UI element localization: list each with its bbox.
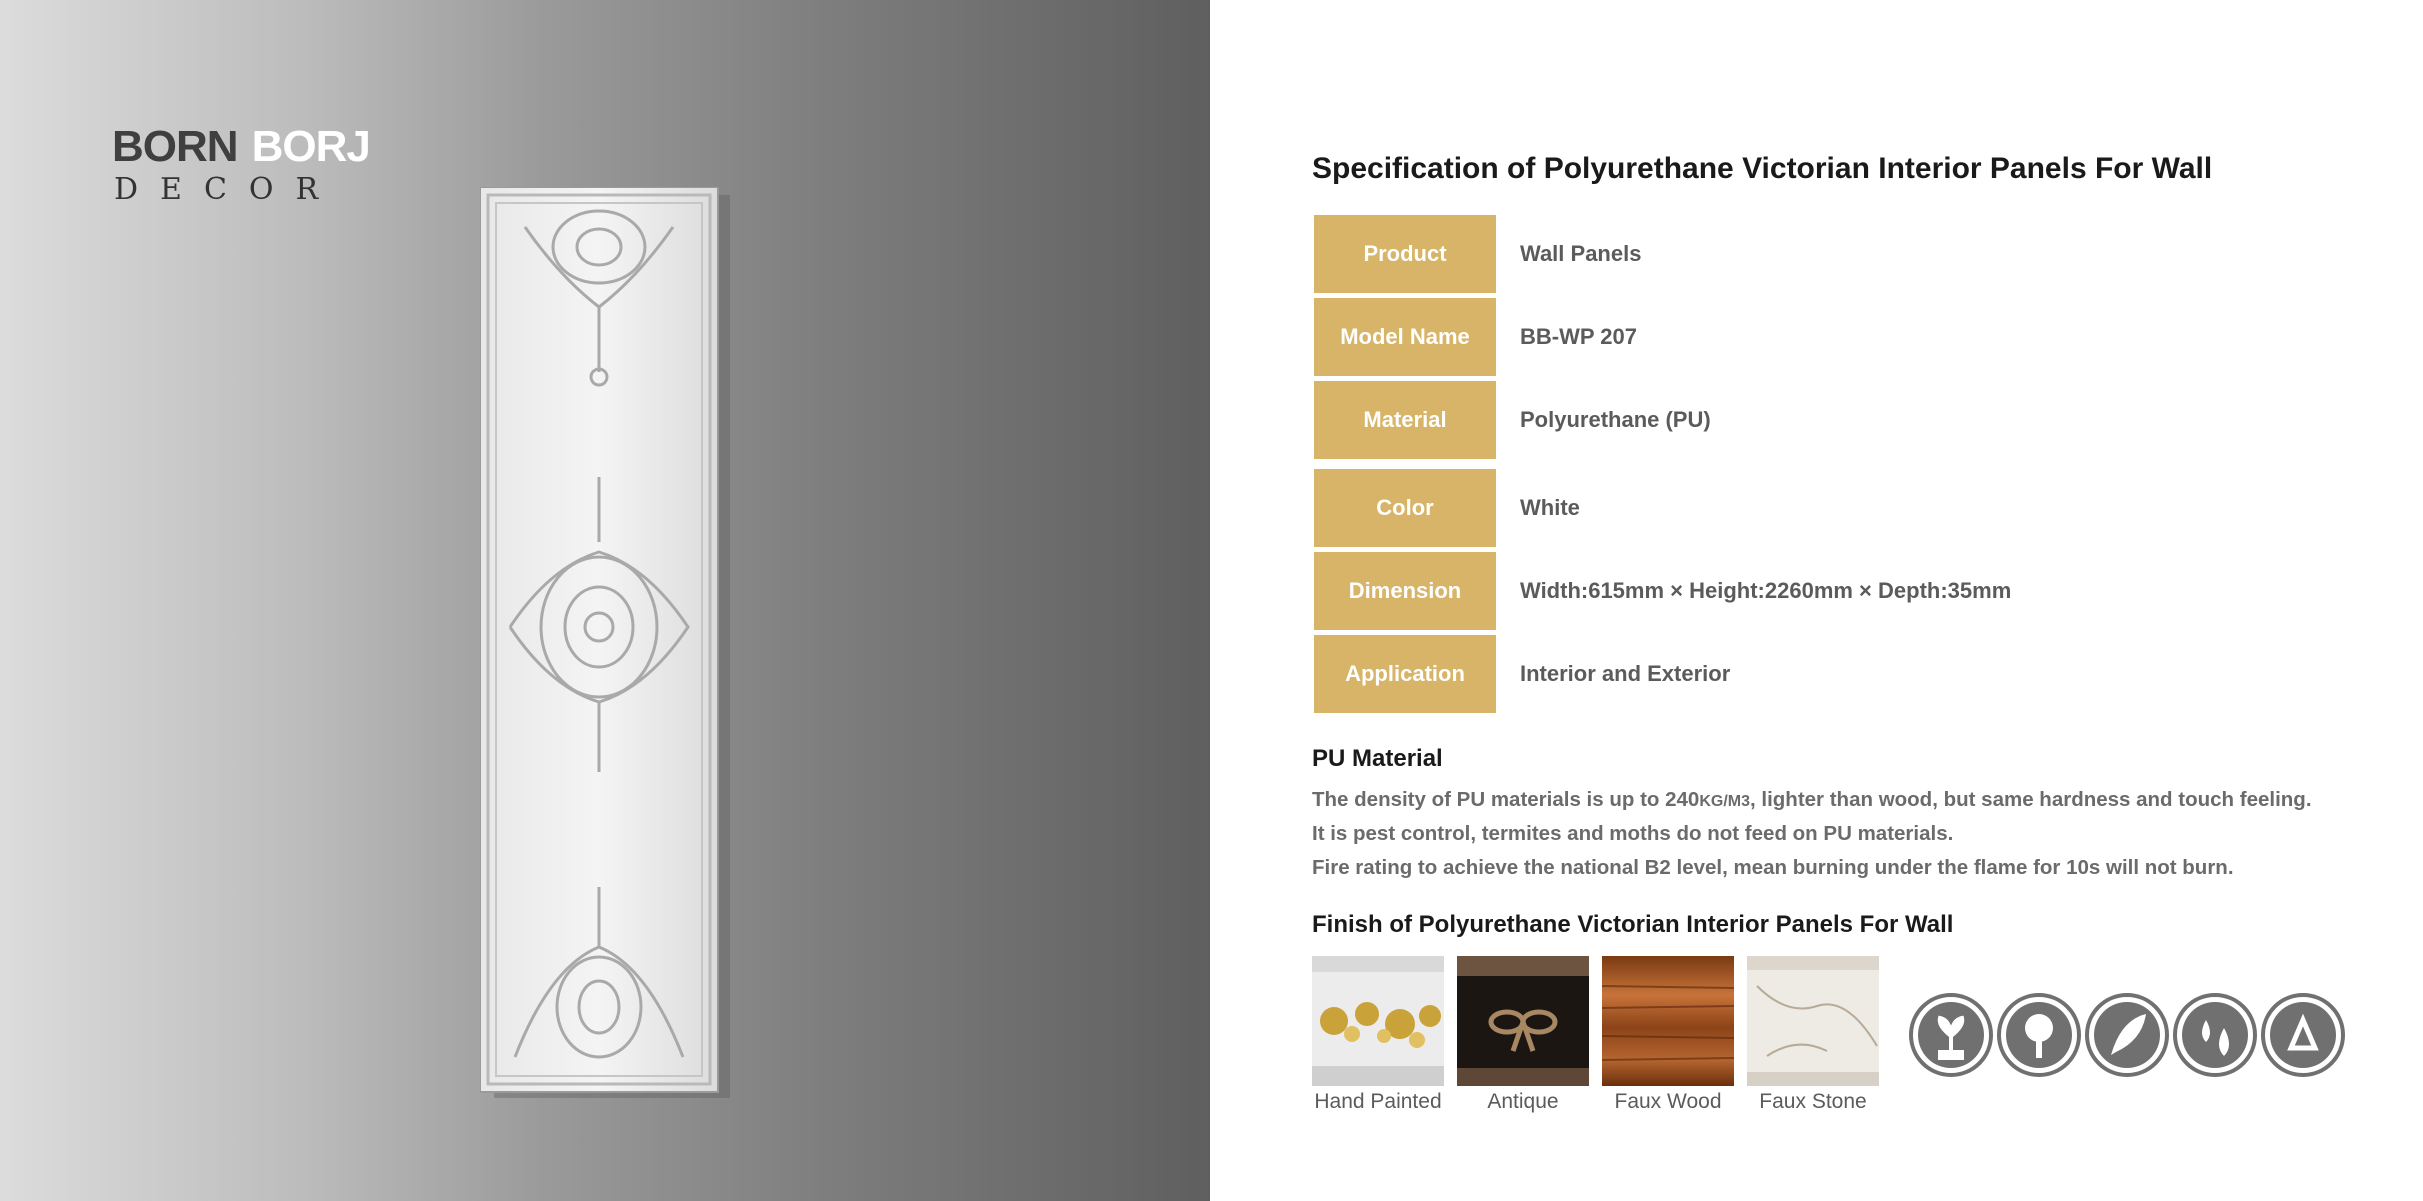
spec-row-material: [1312, 379, 2412, 461]
cfc-free-icon: [1999, 995, 2079, 1075]
logo-word-born: BORN: [112, 122, 238, 171]
spec-row-color: [1312, 467, 2412, 549]
antique-swatch-image: [1457, 956, 1589, 1086]
spec-label: Product: [1314, 215, 1496, 293]
finish-swatch-faux-stone: [1747, 956, 1879, 1113]
spec-row-model-name: [1312, 296, 2412, 378]
spec-label: Material: [1314, 381, 1496, 459]
spec-value: Width:615mm × Height:2260mm × Depth:35mm: [1520, 578, 2012, 603]
finish-label: Faux Stone: [1759, 1090, 1867, 1113]
brand-logo: [112, 122, 372, 212]
formaldehyde-free-icon: [1911, 995, 1991, 1075]
spec-value: BB-WP 207: [1520, 324, 1637, 349]
finish-swatch-hand-painted: [1312, 956, 1444, 1113]
finish-label: Faux Wood: [1614, 1090, 1722, 1113]
spec-value: Interior and Exterior: [1520, 661, 1731, 686]
wall-panel-image: [480, 187, 730, 1098]
faux-stone-swatch-image: [1747, 956, 1879, 1086]
spec-label: Color: [1314, 469, 1496, 547]
finish-heading: Finish of Polyurethane Victorian Interior Panels For Wall: [1312, 911, 1954, 938]
spec-value: Wall Panels: [1520, 241, 1642, 266]
pu-line-density: [1312, 788, 2312, 812]
hand-painted-swatch-image: [1312, 956, 1444, 1086]
faux-wood-swatch-image: [1602, 956, 1734, 1086]
finish-label: Hand Painted: [1314, 1090, 1442, 1113]
pu-material-heading: PU Material: [1312, 745, 1443, 772]
finish-label: Antique: [1487, 1090, 1559, 1113]
logo-word-borj: BORJ: [251, 122, 370, 171]
spec-title: Specification of Polyurethane Victorian Interior Panels For Wall: [1312, 152, 2213, 185]
eco-badges: [1906, 990, 2346, 1080]
spec-label: Model Name: [1314, 298, 1496, 376]
spec-row-dimension: [1312, 550, 2412, 632]
finish-swatch-faux-wood: [1602, 956, 1734, 1113]
spec-row-application: [1312, 633, 2412, 715]
spec-value: White: [1520, 495, 1580, 520]
spec-value: Polyurethane (PU): [1520, 407, 1711, 432]
hypoallergenic-icon: [2087, 995, 2167, 1075]
pu-density-unit: KG/M3: [1699, 793, 1750, 810]
logo-subtitle: DECOR: [114, 172, 341, 207]
biodegradable-icon: [2263, 995, 2343, 1075]
spec-label: Application: [1314, 635, 1496, 713]
spec-label: Dimension: [1314, 552, 1496, 630]
pu-density-text-end: , lighter than wood, but same hardness and touch feeling.: [1750, 788, 2312, 811]
pu-density-text: The density of PU materials is up to 240: [1312, 788, 1700, 811]
finish-swatch-antique: [1457, 956, 1589, 1113]
product-photo-area: [0, 0, 1210, 1201]
pu-line-fire: Fire rating to achieve the national B2 level, mean burning under the flame for 10s will not burn.: [1312, 856, 2234, 879]
spec-row-product: [1312, 213, 2412, 295]
pu-line-pest: It is pest control, termites and moths do not feed on PU materials.: [1312, 822, 1954, 845]
moisture-resistant-icon: [2175, 995, 2255, 1075]
